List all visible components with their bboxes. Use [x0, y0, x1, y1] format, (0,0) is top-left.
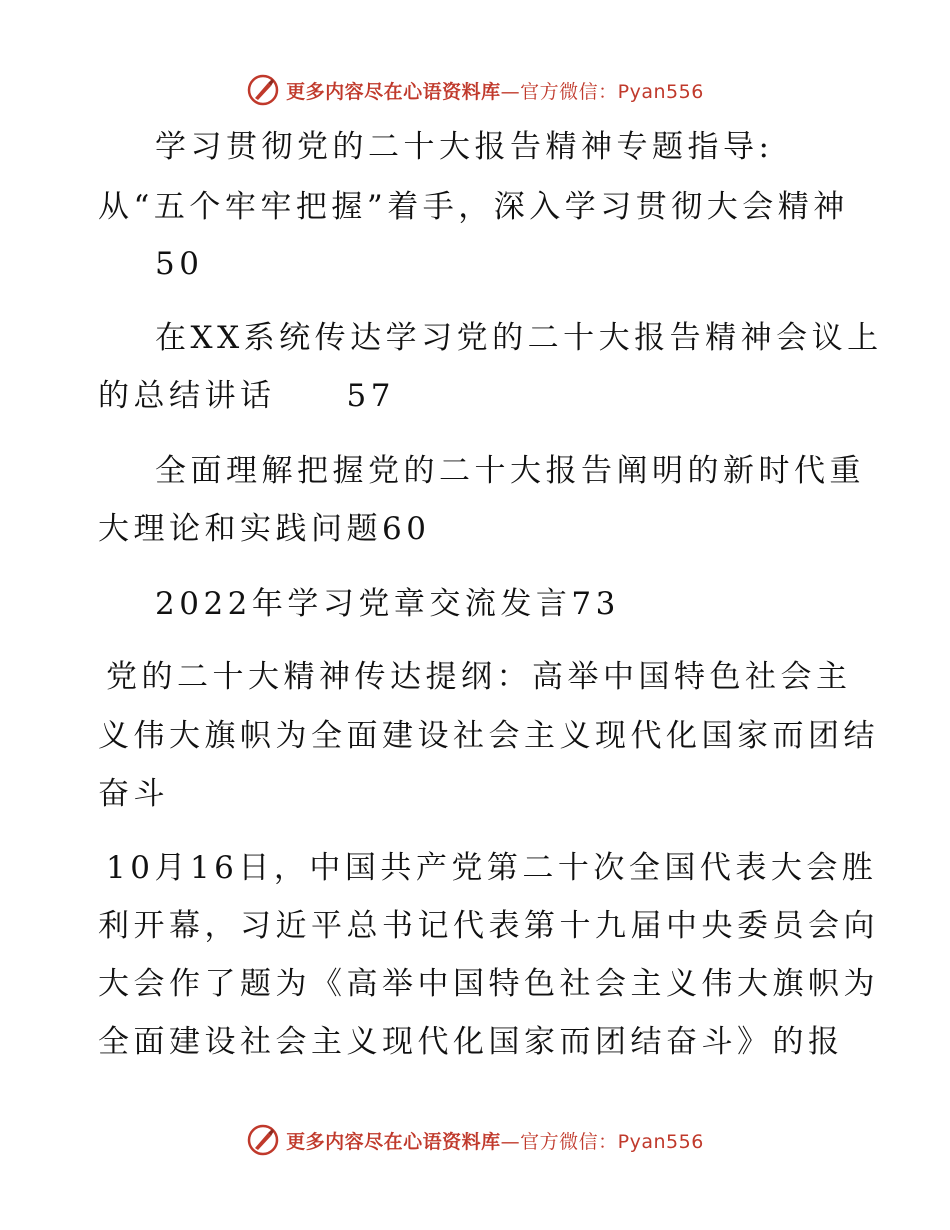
- toc-entry-3-line-2: 大理论和实践问题60: [98, 511, 431, 547]
- watermark-text: [286, 1127, 704, 1154]
- section-heading-line-1: 党的二十大精神传达提纲：高举中国特色社会主: [106, 659, 852, 695]
- paragraph-line-3: 大会作了题为《高举中国特色社会主义伟大旗帜为: [98, 966, 879, 1002]
- toc-entry-1-page: 50: [155, 246, 204, 282]
- footer-watermark: [0, 1120, 950, 1160]
- paragraph-line-2: 利开幕，习近平总书记代表第十九届中央委员会向: [98, 908, 879, 944]
- pen-logo-icon: [246, 1123, 280, 1157]
- toc-entry-3-line-1: 全面理解把握党的二十大报告阐明的新时代重: [155, 453, 865, 489]
- section-heading-line-2: 义伟大旗帜为全面建设社会主义现代化国家而团结: [98, 718, 879, 754]
- watermark-title: 更多内容尽在心语资料库: [286, 80, 501, 103]
- toc-entry-1-line-1: 学习贯彻党的二十大报告精神专题指导:: [155, 129, 774, 165]
- toc-entry-1-line-2: 从“五个牢牢把握”着手，深入学习贯彻大会精神: [98, 189, 849, 225]
- section-heading-line-3: 奋斗: [98, 776, 169, 812]
- paragraph-line-1: 10月16日，中国共产党第二十次全国代表大会胜: [106, 850, 878, 886]
- watermark-separator: —: [500, 1130, 521, 1153]
- watermark-wechat: 官方微信：Pyan556: [520, 1130, 704, 1153]
- toc-entry-2-line-2: 的总结讲话 57: [98, 378, 395, 414]
- toc-entry-2-line-1: 在XX系统传达学习党的二十大报告精神会议上: [155, 320, 883, 356]
- watermark-separator: —: [500, 80, 521, 103]
- paragraph-line-4: 全面建设社会主义现代化国家而团结奋斗》的报: [98, 1024, 844, 1060]
- watermark-title: 更多内容尽在心语资料库: [286, 1130, 501, 1153]
- toc-entry-4: 2022年学习党章交流发言73: [155, 586, 620, 622]
- watermark-wechat: 官方微信：Pyan556: [520, 80, 704, 103]
